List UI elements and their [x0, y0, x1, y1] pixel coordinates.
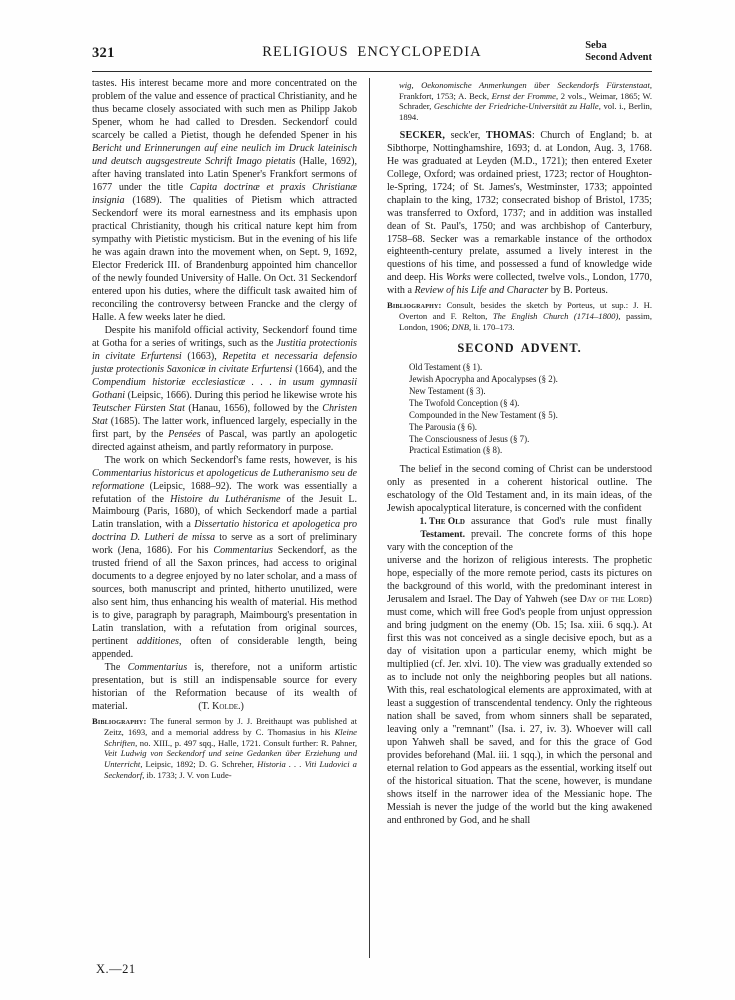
entry-secker: SECKER, seck'er, THOMAS: Church of England; b. at Sibthorpe, Nottinghamshire, 1693; d. at London, Aug. 3, 1768. He was graduated at Leyden (M.D., 1721); then entered Exeter College, Oxford; was ordained priest, 1723; rector of Houghton-le-Spring, 1724; of St. James's, Westminster, 1733; appointed chaplain to the king, 1732; consecrated bishop of Bristol, 1735; was transferred to Oxford, 1737; and in addition was installed dean of St. Paul's, 1750; and was archbishop of Canterbury, 1758–68. Secker was a remarkable instance of the orthodox eighteenth-century prelate, assumed a lively interest in the questions of his time, and possessed a fund of knowledge wide and deep. His Works were collected, twelve vols., London, 1770, with a Review of his Life and Character by B. Porteus.	[387, 129, 653, 297]
running-head	[92, 40, 652, 70]
sidenote-number: 1. The Old	[419, 516, 465, 528]
page-folio-number: 321	[92, 45, 115, 61]
bibliography-secker: Bibliography: Consult, besides the sketch by Porteus, ut sup.: J. H. Overton and F. Relton, The English Church (1714–1800), passim, London, 1906; DNB, li. 170–173.	[387, 300, 652, 332]
column-divider-rule	[369, 78, 370, 958]
paragraph-seckendorf-commentarius: The work on which Seckendorf's fame rests, however, is his Commentarius historicus et apologeticus de Lutheranismo seu de reformatione (Leipsic, 1688–92). The work was essentially a refutation of the Histoire du Luthéranisme of the Jesuit L. Maimbourg (Paris, 1680), of which Seckendorf made a partial Latin translation, with a Dissertatio historica et apologetica pro doctrina D. Lutheri de missa to serve as a sort of preliminary work (Jena, 1686). For his Commentarius Seckendorf, as the trusted friend of all the Saxon princes, had access to original documents to a degree enjoyed by no later scholar, and a mass of sources, both manuscript and printed, hitherto unutilized, were also sent him, thus enhancing his wealth of material. His method is to give, paragraph by paragraph, Maimbourg's presentation in Latin translation, with a refutation from original sources, pertinent additiones, often of considerable length, being appended.	[92, 454, 358, 661]
bibliography-seckendorf: Bibliography: The funeral sermon by J. J. Breithaupt was published at Zeitz, 1693, and a memorial address by C. Thomasius in his Kleine Schriften, no. XIII., p. 497 sqq., Halle, 1721. Consult further: R. Pahner, Veit Ludwig von Seckendorf und seine Gedanken über Erziehung und Unterricht, Leipsic, 1892; D. G. Schreher, Historia . . . Viti Ludovici a Seckendorf, ib. 1733; J. V. von Lude-	[92, 716, 357, 780]
synopsis-item: Jewish Apocrypha and Apocalypses (§ 2).	[409, 374, 558, 385]
sheet-signature: X.—21	[96, 962, 136, 976]
section-sidenote-old-testament	[387, 516, 471, 541]
guide-words	[585, 40, 652, 65]
article-synopsis-list	[409, 362, 652, 457]
header-rule	[92, 71, 652, 72]
left-text-column	[92, 78, 357, 983]
synopsis-item: Compounded in the New Testament (§ 5).	[409, 409, 558, 420]
guide-word-second: Second Advent	[585, 52, 652, 64]
paragraph-advent-cutin: assurance that God's rule must finally prevail. The concrete forms of this hope vary with the conception of the	[387, 516, 652, 554]
synopsis-item: Practical Estimation (§ 8).	[409, 445, 503, 456]
running-head-title: RELIGIOUS ENCYCLOPEDIA	[262, 44, 482, 60]
synopsis-item: Old Testament (§ 1).	[409, 362, 483, 373]
article-title-second-advent: SECOND ADVENT.	[457, 341, 582, 356]
cut-in-heading-block	[387, 516, 652, 555]
headword-secker-forename: THOMAS	[485, 129, 532, 141]
bibliography-label-secker: Bibliography:	[387, 300, 442, 311]
author-signature: (T. Kolde.)	[198, 701, 244, 713]
guide-word-first: Seba	[585, 40, 607, 51]
right-text-column	[387, 78, 652, 983]
bibliography-label: Bibliography:	[92, 716, 147, 727]
paragraph-seckendorf-writings: Despite his manifold official activity, Seckendorf found time at Gotha for a series of writings, such as the Justitia protectionis in civitate Erfurtensi (1663), Repetita et necessaria defensio justæ protectionis Saxonicæ in civitate Erfurtensi (1664), and the Compendium historiæ ecclesiasticæ . . . in usum gymnasii Gothani (Leipsic, 1666). During this period he likewise wrote his Teutscher Fürsten Stat (Hanau, 1656), followed by the Christen Stat (1685). The latter work, influenced largely, especially in the first part, by the Pensées of Pascal, was partly an apologetic directed against atheism, and partly reformatory in purpose.	[92, 324, 358, 453]
synopsis-item: New Testament (§ 3).	[409, 386, 486, 397]
two-column-body	[92, 78, 652, 983]
synopsis-item: The Parousia (§ 6).	[409, 421, 478, 432]
sidenote-label: Testament.	[420, 528, 465, 540]
paragraph-advent-intro: The belief in the second coming of Christ can be understood only as presented in a coherent historical outline. The eschatology of the Old Testament and, in its main ideas, of the Jewish apocalyptical literature, is concerned with the confident	[387, 464, 652, 515]
paragraph-advent-body: universe and the horizon of religious interests. The prophetic hope, especially of the more remote period, casts its pictures on the background of this world, with the predominant interest in Jerusalem and Israel. The Day of Yahweh (see Day of the Lord) must come, which will free God's people from unjust oppression and bring judgment on the enemy (Ob. 15; Isa. xiii. 6 sqq.). At first this was not conceived as a single decisive epoch, but as a day of visitation upon a particular enemy, which might be multiplied (cf. Jer. xlvi. 10). The view was gradually extended so as to include not only the neighboring peoples but all nations. With this, real eschatological elements are approximated, with at least a suggestion of transcendental tendency. Only the righteous nation shall be saved, from whom sinners shall be separated, leaving only a "remnant" (Isa. i. 27, iv. 3). Whoever will call upon Yahweh shall be saved, and for this the grace of God provides beforehand (Mal. iii. 1 sqq.), in which the personal and eternal relation to God appears as the essential, working itself out of the historical situation. That the scene, however, is mundane shows itself in the narrower idea of the Messianic hope. The Messiah is never the judge of the world but the king awakened and enthroned by God, and he shall	[387, 555, 653, 826]
paragraph-seckendorf-conclusion: The Commentarius is, therefore, not a uniform artistic presentation, but is still an indispensable source for every historian of the Reformation because of its wealth of material. (T. Kolde.)	[92, 662, 357, 713]
bibliography-seckendorf-continued: wig, Oekonomische Anmerkungen über Seckendorfs Fürstenstaat, Frankfort, 1753; A. Beck, Ernst der Fromme, 2 vols., Weimar, 1865; W. Schrader, Geschichte der Friedriche-Universität zu Halle, vol. i., Berlin, 1894.	[399, 80, 652, 122]
synopsis-item: The Consciousness of Jesus (§ 7).	[409, 433, 530, 444]
paragraph-seckendorf-continued: tastes. His interest became more and more concentrated on the problem of the value and essence of practical Christianity, and he thus became closely associated with such men as Philipp Jakob Spener, whom he had called to Dresden. Seckendorf could scarcely be called a Pietist, though he defended Spener in his Bericht und Erinnerungen auf eine neulich im Druck lateinisch und deutsch augsgestreute Schrift Imago pietatis (Halle, 1692), after having translated into Latin Spener's Frankfort sermons of 1677 under the title Capita doctrinæ et praxis Christianæ insignia (1689). The qualities of Pietism which attracted Seckendorf were its moral earnestness and its emphasis upon practical Christianity, though his critical nature kept him from sympathy with Pietistic mysticism. But in the evening of his life he was again drawn into the movement when, on Sept. 9, 1692, Elector Frederick III. of Brandenburg appointed him chancellor of the newly founded University of Halle. On Oct. 31 Seckendorf entered upon his duties, where the difficult task awaited him of reconciling the controversy between Francke and the clergy of Halle. A few weeks later he died.	[92, 78, 357, 323]
headword-secker: SECKER,	[399, 129, 446, 141]
synopsis-item: The Twofold Conception (§ 4).	[409, 397, 520, 408]
cross-reference-day-of-the-lord: Day of the Lord	[579, 594, 649, 606]
entry-spacer	[387, 123, 652, 130]
pronunciation-secker: seck'er,	[445, 129, 486, 141]
